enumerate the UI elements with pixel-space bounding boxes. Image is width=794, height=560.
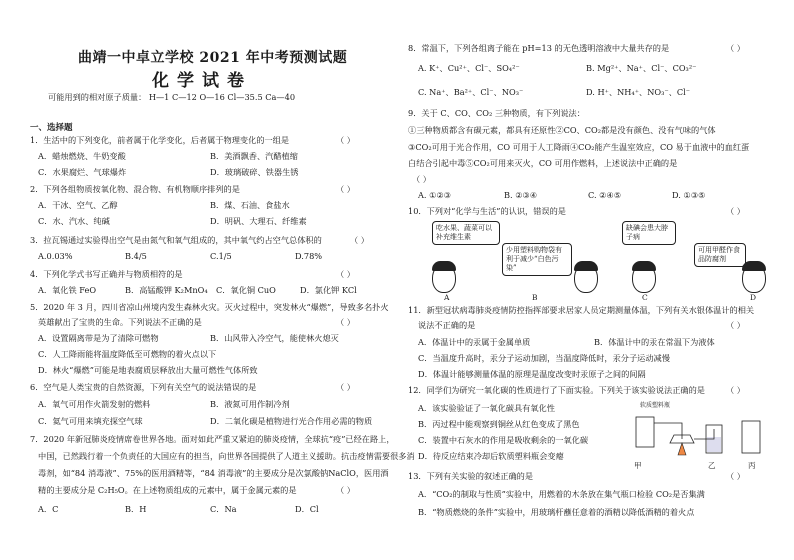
option-c[interactable]: C. ②④⑤ bbox=[588, 190, 622, 200]
section-heading: 一、选择题 bbox=[30, 123, 73, 133]
option-a[interactable]: A．体温计中的汞属于金属单质 bbox=[418, 337, 531, 347]
option-d[interactable]: D．明矾、大理石、纤维素 bbox=[210, 216, 307, 226]
option-a[interactable]: A．蜡烛燃烧、牛奶变酸 bbox=[38, 151, 126, 161]
option-a[interactable]: A．该实验验证了一氧化碳具有氧化性 bbox=[418, 403, 555, 413]
illustration-panel bbox=[422, 219, 766, 301]
question-stem: 9．关于 C、CO、CO₂ 三种物质，有下列说法： bbox=[408, 108, 585, 118]
hair-icon bbox=[742, 261, 766, 271]
question-stem: 5．2020 年 3 月，四川省凉山州境内发生森林火灾。灭火过程中，突发林火“爆燃”，导致多名扑火 bbox=[30, 302, 389, 312]
answer-blank[interactable]: （ ） bbox=[726, 385, 745, 395]
answer-blank[interactable]: （ ） bbox=[336, 485, 355, 495]
exam-title: 曲靖一中卓立学校 2021 年中考预测试题 bbox=[78, 50, 348, 66]
apparatus-diagram bbox=[630, 399, 780, 467]
answer-blank[interactable]: （ ） bbox=[336, 184, 355, 194]
question-stem: 3．拉瓦锡通过实验得出空气是由氮气和氧气组成的，其中氧气约占空气总体积的 bbox=[30, 235, 322, 245]
option-c[interactable]: C．水、汽水、纯碱 bbox=[38, 216, 110, 226]
figure-label: A bbox=[444, 293, 450, 302]
figure-label: C bbox=[642, 293, 648, 302]
hair-icon bbox=[632, 261, 656, 271]
option-c[interactable]: C．氧化铜 CuO bbox=[216, 285, 276, 295]
option-c[interactable]: C．Na bbox=[210, 504, 237, 514]
answer-blank[interactable]: （ ） bbox=[726, 320, 745, 330]
option-b[interactable]: B．体温计中的汞在常温下为液体 bbox=[594, 337, 715, 347]
question-stem: 8．常温下，下列各组离子能在 pH=13 的无色透明溶液中大量共存的是 bbox=[408, 43, 670, 53]
answer-blank[interactable]: （ ） bbox=[412, 174, 431, 184]
answer-blank[interactable]: （ ） bbox=[336, 317, 355, 327]
option-c[interactable]: C．氦气可用来填充探空气球 bbox=[38, 416, 143, 426]
option-a[interactable]: A．氧气可用作火箭发射的燃料 bbox=[38, 399, 151, 409]
answer-blank[interactable]: （ ） bbox=[726, 43, 745, 53]
question-stem-cont: 中国，已然践行着一个负责任的大国应有的担当，向世界各国提供了人道主义援助。抗击疫情需要很多消 bbox=[38, 451, 415, 461]
answer-blank[interactable]: （ ） bbox=[350, 235, 369, 245]
question-stem: 6．空气是人类宝贵的自然资源，下列有关空气的说法错误的是 bbox=[30, 382, 257, 392]
option-b[interactable]: B．高锰酸钾 K₂MnO₄ bbox=[125, 285, 208, 295]
option-b[interactable]: B．液氮可用作制冷剂 bbox=[210, 399, 290, 409]
question-stem-cont: 说法不正确的是 bbox=[418, 320, 476, 330]
figure-label: D bbox=[750, 293, 757, 302]
statement-line: ③CO₂可用于光合作用，CO 可用于人工降雨④CO₂能产生温室效应，CO 易于血液中的血红蛋 bbox=[408, 142, 750, 152]
apparatus-label: 甲 bbox=[634, 461, 642, 470]
option-c[interactable]: C．当温度升高时，汞分子运动加剧，当温度降低时，汞分子运动减慢 bbox=[418, 353, 670, 363]
question-stem-cont: 毒剂，如“84 消毒液”、75%的医用酒精等，“84 消毒液”的主要成分是次氯酸钠NaClO，医用酒 bbox=[38, 468, 389, 478]
figure-label: B bbox=[532, 293, 538, 302]
speech-bubble-d: 可用甲醛作食品防腐剂 bbox=[694, 243, 746, 267]
question-stem: 12．同学们为研究一氧化碳的性质进行了下面实验。下列关于该实验说法正确的是 bbox=[408, 385, 705, 395]
bottle bbox=[742, 421, 760, 453]
option-a[interactable]: A．“CO₂的制取与性质”实验中，用燃着的木条放在集气瓶口检验 CO₂是否集满 bbox=[418, 489, 705, 499]
option-b[interactable]: B．“物质燃烧的条件”实验中，用玻璃杆蘸任意着的酒精以降低酒精的着火点 bbox=[418, 507, 695, 517]
option-b[interactable]: B.4/5 bbox=[125, 251, 147, 261]
question-stem: 7．2020 年新冠肺炎疫情席卷世界各地。面对如此严重又紧迫的肺炎疫情，全球抗“疫”已经在路上， bbox=[30, 434, 395, 444]
answer-blank[interactable]: （ ） bbox=[726, 471, 745, 481]
apparatus-label: 丙 bbox=[748, 461, 756, 470]
answer-blank[interactable]: （ ） bbox=[336, 382, 355, 392]
option-c[interactable]: C．水果腐烂、气球爆炸 bbox=[38, 167, 127, 177]
option-d[interactable]: D．氯化钾 KCl bbox=[300, 285, 357, 295]
option-d[interactable]: D.78% bbox=[295, 251, 323, 261]
option-b[interactable]: B．H bbox=[125, 504, 147, 514]
connecting-tube bbox=[654, 423, 682, 439]
question-stem-cont: 精的主要成分是 C₂H₅O。在上述物质组成的元素中，属于金属元素的是 bbox=[38, 485, 297, 495]
option-a[interactable]: A. ①②③ bbox=[418, 190, 452, 200]
speech-bubble-c: 缺碘会患大脖子病 bbox=[622, 221, 676, 245]
option-b[interactable]: B. Mg²⁺、Na⁺、Cl⁻、CO₃²⁻ bbox=[586, 63, 697, 73]
option-d[interactable]: D. ①③⑤ bbox=[672, 190, 706, 200]
option-a[interactable]: A．C bbox=[38, 504, 59, 514]
option-c[interactable]: C．装置中石灰水的作用是吸收剩余的一氧化碳 bbox=[418, 435, 589, 445]
option-b[interactable]: B．丙过程中能观察到铜丝从红色变成了黑色 bbox=[418, 419, 580, 429]
exam-subtitle: 化学试卷 bbox=[152, 71, 252, 91]
statement-line: ①三种物质都含有碳元素，都具有还原性②CO、CO₂都是没有颜色、没有气味的气体 bbox=[408, 125, 716, 135]
option-d[interactable]: D．体温计能够测量体温的原理是温度改变时汞原子之间的间隔 bbox=[418, 369, 646, 379]
option-d[interactable]: D．待反应结束冷却后软质塑料瓶会变瘪 bbox=[418, 451, 564, 461]
question-stem: 1．生活中的下列变化，前者属于化学变化，后者属于物理变化的一组是 bbox=[30, 135, 290, 145]
answer-blank[interactable]: （ ） bbox=[336, 135, 355, 145]
option-b[interactable]: B．山风带入冷空气，能使林火熄灭 bbox=[210, 333, 339, 343]
hair-icon bbox=[432, 261, 456, 271]
statement-line: 白结合引起中毒⑤CO₂可用来灭火，CO 可用作燃料，上述说法中正确的是 bbox=[408, 158, 678, 168]
hair-icon bbox=[574, 261, 598, 271]
option-c[interactable]: C.1/5 bbox=[210, 251, 232, 261]
question-stem: 4．下列化学式书写正确并与物质相符的是 bbox=[30, 269, 183, 279]
question-stem-cont: 英雄献出了宝贵的生命。下列说法不正确的是 bbox=[38, 317, 202, 327]
option-b[interactable]: B. ②③④ bbox=[504, 190, 538, 200]
option-d[interactable]: D．林火“爆燃”可能是地表腐质层释放出大量可燃性气体所致 bbox=[38, 365, 258, 375]
atomic-masses: 可能用到的相对原子质量： H—1 C—12 O—16 Cl—35.5 Ca—40 bbox=[48, 92, 296, 102]
option-a[interactable]: A．设置隔离带是为了清除可燃物 bbox=[38, 333, 159, 343]
option-c[interactable]: C. Na⁺、Ba²⁺、Cl⁻、NO₃⁻ bbox=[418, 87, 524, 97]
option-b[interactable]: B．美酒飘香、汽醋植缩 bbox=[210, 151, 298, 161]
option-a[interactable]: A．干冰、空气、乙醇 bbox=[38, 200, 118, 210]
option-c[interactable]: C．人工降雨能将温度降低至可燃物的着火点以下 bbox=[38, 349, 217, 359]
question-stem: 11．新型冠状病毒肺炎疫情防控指挥部要求居家人员定期测量体温，下列有关水银体温计的相关 bbox=[408, 305, 755, 315]
option-a[interactable]: A. K⁺、Cu²⁺、Cl⁻、SO₄²⁻ bbox=[418, 63, 520, 73]
answer-blank[interactable]: （ ） bbox=[726, 206, 745, 216]
option-a[interactable]: A．氧化铁 FeO bbox=[38, 285, 97, 295]
option-d[interactable]: D. H⁺、NH₄⁺、NO₃⁻、Cl⁻ bbox=[586, 87, 691, 97]
apparatus-label: 乙 bbox=[708, 461, 716, 470]
speech-bubble-b: 少用塑料购物袋有利于减少“白色污染” bbox=[502, 243, 572, 276]
flame-icon bbox=[678, 443, 686, 455]
apparatus-label: 软质塑料瓶 bbox=[640, 402, 671, 409]
question-stem: 13．下列有关实验的叙述正确的是 bbox=[408, 471, 534, 481]
question-stem: 10．下列对“化学与生活”的认识，错误的是 bbox=[408, 206, 566, 216]
option-d[interactable]: D．玻璃破碎、铁器生锈 bbox=[210, 167, 299, 177]
option-a[interactable]: A.0.03% bbox=[38, 251, 73, 261]
option-d[interactable]: D．Cl bbox=[295, 504, 319, 514]
answer-blank[interactable]: （ ） bbox=[336, 269, 355, 279]
question-stem: 2．下列各组物质按氧化物、混合物、有机物顺序排列的是 bbox=[30, 184, 240, 194]
option-d[interactable]: D．二氧化碳是植物进行光合作用必需的物质 bbox=[210, 416, 373, 426]
plastic-bottle bbox=[636, 417, 654, 447]
option-b[interactable]: B．煤、石油、食盐水 bbox=[210, 200, 290, 210]
speech-bubble-a: 吃水果、蔬菜可以补充维生素 bbox=[432, 221, 500, 245]
